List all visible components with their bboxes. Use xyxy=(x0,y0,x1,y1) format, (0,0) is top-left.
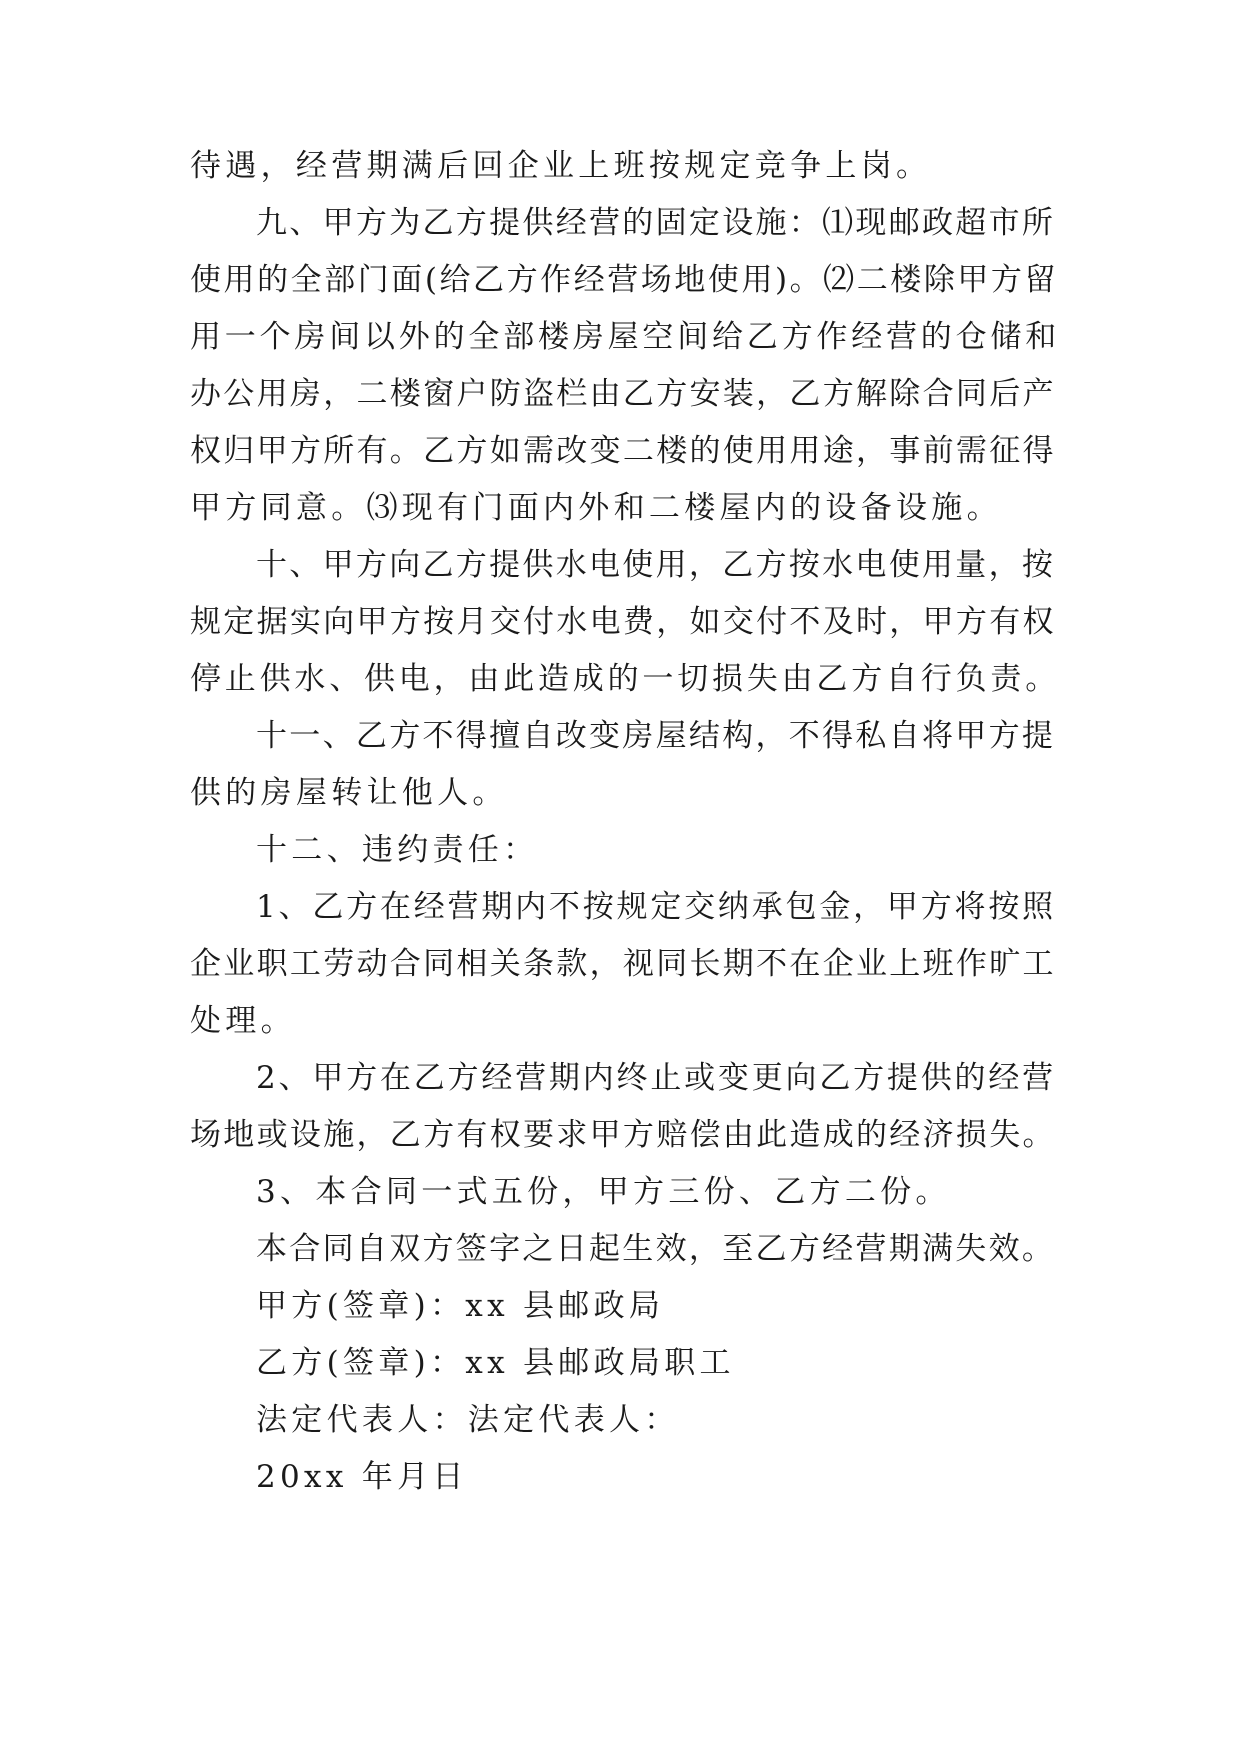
text-line: 十一、乙方不得擅自改变房屋结构，不得私自将甲方提 xyxy=(256,718,1056,754)
text-line: 使用的全部门面(给乙方作经营场地使用)。⑵二楼除甲方留 xyxy=(190,262,1059,298)
text-line: 停止供水、供电，由此造成的一切损失由乙方自行负责。 xyxy=(190,661,1060,697)
text-line: 企业职工劳动合同相关条款，视同长期不在企业上班作旷工 xyxy=(190,946,1056,982)
text-line: 十、甲方向乙方提供水电使用，乙方按水电使用量，按 xyxy=(256,547,1056,583)
signature-party-b: 乙方(签章)：xx 县邮政局职工 xyxy=(256,1345,735,1381)
text-line: 甲方同意。⑶现有门面内外和二楼屋内的设备设施。 xyxy=(190,490,1002,526)
legal-representatives: 法定代表人：法定代表人： xyxy=(256,1402,680,1438)
text-line: 待遇，经营期满后回企业上班按规定竞争上岗。 xyxy=(190,148,932,184)
text-line: 办公用房，二楼窗户防盗栏由乙方安装，乙方解除合同后产 xyxy=(190,376,1056,412)
text-line: 3、本合同一式五份，甲方三份、乙方二份。 xyxy=(256,1174,951,1210)
text-line: 规定据实向甲方按月交付水电费，如交付不及时，甲方有权 xyxy=(190,604,1056,640)
text-line: 九、甲方为乙方提供经营的固定设施：⑴现邮政超市所 xyxy=(256,205,1056,241)
text-line: 十二、违约责任： xyxy=(256,832,539,868)
text-line: 用一个房间以外的全部楼房屋空间给乙方作经营的仓储和 xyxy=(190,319,1060,355)
text-line: 2、甲方在乙方经营期内终止或变更向乙方提供的经营 xyxy=(256,1060,1056,1096)
signing-date: 20xx 年月日 xyxy=(256,1459,468,1495)
text-line: 处理。 xyxy=(190,1003,296,1039)
text-line: 供的房屋转让他人。 xyxy=(190,775,508,811)
text-line: 本合同自双方签字之日起生效，至乙方经营期满失效。 xyxy=(256,1231,1056,1267)
text-line: 1、乙方在经营期内不按规定交纳承包金，甲方将按照 xyxy=(256,889,1056,925)
text-line: 权归甲方所有。乙方如需改变二楼的使用用途，事前需征得 xyxy=(190,433,1056,469)
text-line: 场地或设施，乙方有权要求甲方赔偿由此造成的经济损失。 xyxy=(190,1117,1056,1153)
signature-party-a: 甲方(签章)：xx 县邮政局 xyxy=(256,1288,665,1324)
